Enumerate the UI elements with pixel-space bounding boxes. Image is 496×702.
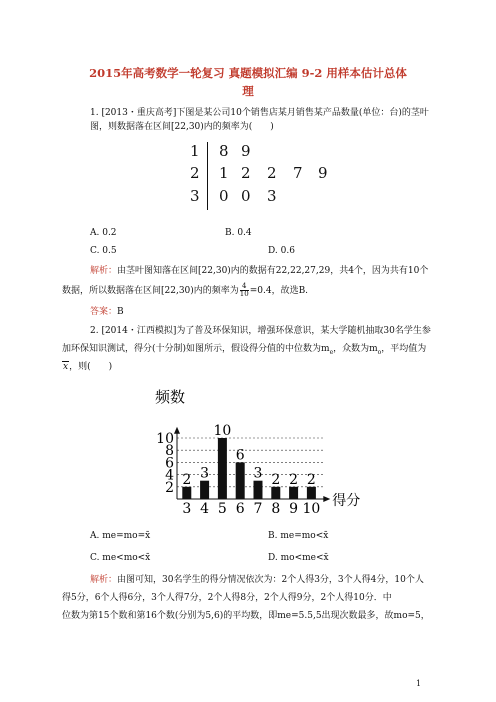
data-label: 10 bbox=[213, 423, 232, 439]
frequency-bar-chart bbox=[155, 386, 370, 521]
q2-option-a: A. me=mo=x̄ bbox=[90, 531, 151, 541]
data-label: 2 bbox=[289, 471, 299, 488]
answer-value: B bbox=[117, 307, 124, 317]
x-axis-title: 得分 bbox=[332, 493, 361, 509]
bar bbox=[218, 438, 227, 499]
q1-analysis-text: 由茎叶图知落在区间[22,30)内的数据有22,22,27,29，共4个，因为共有10个 bbox=[117, 266, 429, 276]
q2-analysis-cont2: 位数为第15个数和第16个数(分别为5,6)的平均数，即me=5.5,5出现次数最多，故mo=5， bbox=[62, 611, 430, 621]
q1-option-b: B. 0.4 bbox=[225, 228, 252, 238]
doc-title: 2015年高考数学一轮复习 真题模拟汇编 9-2 用样本估计总体 bbox=[89, 66, 407, 80]
q1-stem: 1. [2013・重庆高考]下图是某公司10个销售店某月销售某产品数量(单位：台)的茎叶 bbox=[90, 108, 429, 118]
q2-option-c: C. me<mo<x̄ bbox=[90, 553, 151, 563]
q2-stem: 2. [2014・江西模拟]为了普及环保知识，增强环保意识，某大学随机抽取30名学生参 bbox=[90, 326, 431, 336]
leaf: 9 bbox=[241, 142, 251, 160]
leaf: 9 bbox=[318, 164, 328, 182]
bar bbox=[271, 487, 280, 499]
q2-stem-cont bbox=[62, 343, 426, 359]
xbar-symbol: x bbox=[63, 362, 69, 372]
bar bbox=[253, 481, 262, 499]
x-tick-label: 4 bbox=[200, 501, 210, 517]
bar bbox=[307, 487, 316, 499]
q2-analysis bbox=[90, 574, 424, 586]
doc-title-cont: 理 bbox=[242, 84, 254, 98]
data-label: 2 bbox=[271, 471, 281, 488]
data-label: 3 bbox=[200, 465, 210, 482]
stem-1: 1 bbox=[190, 142, 200, 160]
leaf: 0 bbox=[241, 187, 251, 205]
fraction bbox=[240, 283, 249, 298]
y-tick-label: 4 bbox=[165, 467, 174, 484]
q2-analysis-cont: 得5分，6个人得6分，3个人得7分，2个人得8分，2个人得9分，2个人得10分．中 bbox=[62, 593, 392, 603]
x-tick-label: 9 bbox=[289, 501, 299, 517]
stem-leaf-plot bbox=[190, 140, 350, 212]
x-axis-arrow bbox=[323, 496, 330, 502]
leaf: 8 bbox=[219, 142, 229, 160]
x-tick-label: 5 bbox=[217, 501, 227, 517]
bar bbox=[236, 462, 245, 499]
q2-option-b: B. me=mo<x̄ bbox=[268, 531, 329, 541]
q2-stem-text4: ，则( ) bbox=[69, 362, 113, 372]
leaf: 2 bbox=[267, 164, 277, 182]
data-label: 2 bbox=[182, 471, 192, 488]
analysis-label: 解析： bbox=[90, 575, 118, 585]
stem-leaf-divider bbox=[207, 142, 208, 210]
stem-3: 3 bbox=[190, 187, 200, 205]
q2-option-d: D. mo<me<x̄ bbox=[268, 553, 329, 563]
q1-option-a: A. 0.2 bbox=[90, 228, 117, 238]
leaf: 2 bbox=[241, 164, 251, 182]
q1-analysis bbox=[90, 265, 428, 277]
leaf: 3 bbox=[267, 187, 277, 205]
q1-option-c: C. 0.5 bbox=[90, 246, 117, 256]
leaf: 7 bbox=[293, 164, 303, 182]
q2-stem-text: 加环保知识测试，得分(十分制)如图所示，假设得分值的中位数为m bbox=[62, 344, 330, 354]
bar bbox=[200, 481, 209, 499]
fraction-denominator: 10 bbox=[239, 290, 249, 298]
answer-label: 答案： bbox=[90, 307, 118, 317]
q2-stem-cont2 bbox=[62, 361, 112, 373]
q1-answer bbox=[90, 306, 124, 318]
q1-option-d: D. 0.6 bbox=[268, 246, 295, 256]
q2-stem-text3: ，平均值为 bbox=[381, 344, 427, 354]
y-axis-arrow bbox=[174, 427, 180, 434]
fraction-numerator: 4 bbox=[240, 283, 249, 291]
x-tick-label: 6 bbox=[235, 501, 245, 517]
q1-analysis-text2: 数据，所以数据落在区间[22,30)内的频率为 bbox=[62, 286, 239, 296]
data-label: 3 bbox=[253, 465, 263, 482]
data-label: 6 bbox=[235, 447, 245, 464]
leaf: 1 bbox=[219, 164, 229, 182]
bar bbox=[289, 487, 298, 499]
x-tick-label: 8 bbox=[271, 501, 281, 517]
data-label: 2 bbox=[306, 471, 316, 488]
x-tick-label: 3 bbox=[182, 501, 192, 517]
bar bbox=[182, 487, 191, 499]
y-tick-label: 8 bbox=[165, 443, 174, 460]
x-tick-label: 10 bbox=[302, 501, 321, 517]
y-axis-title: 频数 bbox=[155, 388, 186, 406]
subscript: e bbox=[329, 348, 334, 356]
y-tick-label: 10 bbox=[156, 431, 174, 447]
q1-stem-cont: 图，则数据落在区间[22,30)内的频率为( ) bbox=[90, 122, 274, 132]
q2-analysis-text: 由图可知，30名学生的得分情况依次为：2个人得3分，3个人得4分，10个人 bbox=[117, 575, 424, 585]
q2-stem-text2: ，众数为m bbox=[333, 344, 378, 354]
x-tick-label: 7 bbox=[253, 501, 263, 517]
leaf: 0 bbox=[219, 187, 229, 205]
analysis-label: 解析： bbox=[90, 266, 118, 276]
page-number: 1 bbox=[416, 679, 422, 688]
q1-analysis-cont bbox=[62, 283, 308, 298]
y-tick-label: 6 bbox=[165, 455, 174, 472]
q1-analysis-text3: =0.4，故选B. bbox=[249, 286, 309, 296]
subscript: o bbox=[377, 348, 382, 356]
y-tick-label: 2 bbox=[165, 479, 174, 496]
stem-2: 2 bbox=[190, 164, 200, 182]
